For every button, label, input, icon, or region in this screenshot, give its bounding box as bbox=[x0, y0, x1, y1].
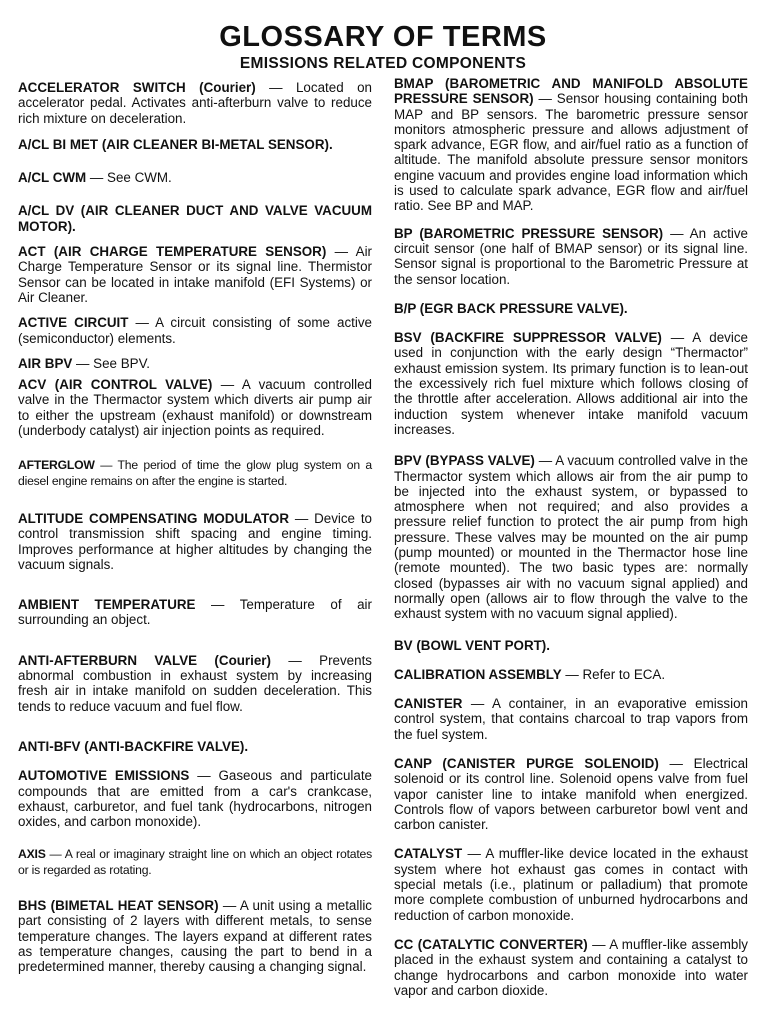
glossary-definition: — A container, in an evaporative emission control system, that contains charcoal to trap vapors from the fuel system. bbox=[394, 696, 748, 742]
glossary-term: CC (CATALYTIC CONVERTER) bbox=[394, 936, 588, 952]
glossary-columns bbox=[18, 76, 749, 998]
glossary-definition: — A unit using a metallic part consisting of 2 layers with different metals, to sense temperature changes. The layers expand at different rates as temperature changes, causing the part to bend in a predetermined manner, thereby causing a changing signal. bbox=[18, 897, 372, 975]
glossary-term: ANTI-BFV (ANTI-BACKFIRE VALVE). bbox=[18, 738, 249, 754]
glossary-term: AFTERGLOW bbox=[18, 458, 95, 473]
glossary-entry bbox=[18, 137, 372, 152]
glossary-definition: — Refer to ECA. bbox=[561, 666, 666, 682]
glossary-term: BMAP (BAROMETRIC AND MANIFOLD ABSOLUTE PRESSURE SENSOR) bbox=[394, 76, 748, 107]
glossary-definition: — A real or imaginary straight line on which an object rotates or is regarded as rotating. bbox=[18, 847, 372, 877]
glossary-entry bbox=[18, 597, 372, 628]
glossary-entry bbox=[394, 301, 748, 316]
glossary-definition: — A circuit consisting of some active (semiconductor) elements. bbox=[18, 315, 372, 346]
right-column bbox=[394, 76, 748, 998]
glossary-definition: — Prevents abnormal combustion in exhaust system by increasing fresh air in intake manifold on sudden deceleration. This tends to reduce vacuum and fuel flow. bbox=[18, 652, 372, 714]
glossary-term: ACTIVE CIRCUIT bbox=[18, 315, 129, 331]
glossary-definition: — Device to control transmission shift spacing and engine timing. Improves performance at higher altitudes by changing the vacuum signals. bbox=[18, 510, 372, 572]
glossary-definition: — Located on accelerator pedal. Activates anti-afterburn valve to reduce rich mixture on deceleration. bbox=[18, 80, 372, 126]
glossary-entry bbox=[18, 356, 372, 371]
left-column bbox=[18, 80, 372, 998]
glossary-term: ALTITUDE COMPENSATING MODULATOR bbox=[18, 510, 290, 526]
glossary-entry bbox=[18, 768, 372, 829]
glossary-definition: — See CWM. bbox=[86, 170, 172, 186]
glossary-entry bbox=[18, 377, 372, 438]
glossary-definition: — Gaseous and particulate compounds that are emitted from a car's crankcase, exhaust, carburetor, and fuel tank (hydrocarbons, nitrogen oxides, and carbon monoxide). bbox=[18, 768, 372, 830]
glossary-definition: — Temperature of air surrounding an object. bbox=[18, 597, 372, 628]
glossary-definition: — A muffler-like device located in the exhaust system where hot exhaust gas comes in contact with special metals (i.e., platinum or palladium) that promote more complete combustion of unburned hydrocarbons and reduction of carbon monoxide. bbox=[394, 846, 748, 923]
glossary-entry bbox=[394, 226, 748, 287]
glossary-entry bbox=[18, 739, 372, 754]
glossary-term: BV (BOWL VENT PORT). bbox=[394, 637, 550, 653]
glossary-definition: — A vacuum controlled valve in the Thermactor system which allows air from the air pump to be injected into the exhaust system, or bypassed to atmosphere when not required; and also provides a pressure relief function to protect the air pump from high pressure. These valves may be mounted on the air pump (pump mounted) or mounted in the Thermactor hose line (remote mounted). The two basic types are: normally closed (bypasses air with no vacuum signal applied) and normally open (allows air to flow through the valve to the exhaust system with no vacuum signal applied). bbox=[394, 453, 748, 622]
glossary-term: AIR BPV bbox=[18, 355, 73, 371]
glossary-entry bbox=[394, 756, 748, 832]
glossary-entry bbox=[18, 653, 372, 714]
glossary-term: BSV (BACKFIRE SUPPRESSOR VALVE) bbox=[394, 330, 662, 346]
glossary-term: A/CL BI MET (AIR CLEANER BI-METAL SENSOR). bbox=[18, 136, 333, 152]
glossary-definition: — Air Charge Temperature Sensor or its signal line. Thermistor Sensor can be located in intake manifold (EFI Systems) or Air Cleaner. bbox=[18, 244, 372, 305]
glossary-term: BPV (BYPASS VALVE) bbox=[394, 453, 535, 469]
glossary-definition: — A vacuum controlled valve in the Thermactor system which diverts air pump air to either the upstream (exhaust manifold) or downstream (underbody catalyst) air injection points as required. bbox=[18, 377, 372, 439]
glossary-definition: — The period of time the glow plug system on a diesel engine remains on after the engine is started. bbox=[18, 458, 372, 488]
glossary-term: CANISTER bbox=[394, 696, 463, 712]
glossary-term: CATALYST bbox=[394, 846, 463, 862]
glossary-entry bbox=[394, 696, 748, 742]
glossary-entry bbox=[18, 458, 372, 489]
glossary-entry bbox=[18, 244, 372, 305]
glossary-term: CANP (CANISTER PURGE SOLENOID) bbox=[394, 755, 659, 771]
glossary-definition: — A muffler-like assembly placed in the exhaust system and containing a catalyst to change hydrocarbons and carbon monoxide into water vapor and carbon dioxide. bbox=[394, 936, 748, 998]
glossary-entry bbox=[18, 80, 372, 126]
glossary-entry bbox=[394, 937, 748, 998]
glossary-term: ACCELERATOR SWITCH (Courier) bbox=[18, 80, 256, 95]
glossary-entry bbox=[18, 170, 372, 185]
glossary-term: AXIS bbox=[18, 847, 46, 862]
glossary-term: ANTI-AFTERBURN VALVE (Courier) bbox=[18, 652, 271, 668]
glossary-entry bbox=[18, 203, 372, 234]
page-title: GLOSSARY OF TERMS bbox=[219, 21, 547, 53]
glossary-term: ACT (AIR CHARGE TEMPERATURE SENSOR) bbox=[18, 244, 327, 260]
glossary-entry bbox=[18, 511, 372, 572]
glossary-definition: — An active circuit sensor (one half of BMAP sensor) or its signal line. Sensor signal is proportional to the Barometric Pressure at the sensor location. bbox=[394, 225, 748, 287]
glossary-entry bbox=[18, 847, 372, 878]
glossary-term: BP (BAROMETRIC PRESSURE SENSOR) bbox=[394, 225, 664, 241]
glossary-term: B/P (EGR BACK PRESSURE VALVE). bbox=[394, 300, 628, 316]
glossary-definition: — See BPV. bbox=[72, 355, 150, 371]
glossary-term: ACV (AIR CONTROL VALVE) bbox=[18, 377, 213, 393]
glossary-definition: — Sensor housing containing both MAP and BP sensors. The barometric pressure sensor monitors atmospheric pressure and allows adjustment of spark advance, EGR flow, and air/fuel ratio as a function of altitude. The manifold absolute pressure sensor monitors engine vacuum and provides engine load information which is used to calculate spark advance, EGR flow and air/fuel ratio. See BP and MAP. bbox=[394, 91, 748, 214]
glossary-entry bbox=[18, 315, 372, 346]
glossary-term: BHS (BIMETAL HEAT SENSOR) bbox=[18, 897, 219, 913]
glossary-term: AUTOMOTIVE EMISSIONS bbox=[18, 768, 190, 784]
page-subtitle: EMISSIONS RELATED COMPONENTS bbox=[239, 55, 527, 72]
glossary-entry bbox=[394, 453, 748, 621]
glossary-definition: — A device used in conjunction with the early design “Thermactor” exhaust emission system. Its primary function is to lean-out the excessively rich fuel mixture which follows closing of the throttle after acceleration. Allows additional air into the induction system whenever intake manifold vacuum increases. bbox=[394, 330, 748, 437]
glossary-term: CALIBRATION ASSEMBLY bbox=[394, 666, 562, 682]
glossary-entry bbox=[394, 667, 748, 682]
glossary-term: A/CL CWM bbox=[18, 170, 87, 186]
glossary-entry bbox=[394, 76, 748, 214]
glossary-entry bbox=[394, 638, 748, 653]
glossary-entry bbox=[18, 898, 372, 974]
glossary-term: A/CL DV (AIR CLEANER DUCT AND VALVE VACUUM MOTOR). bbox=[18, 203, 372, 234]
glossary-entry bbox=[394, 330, 748, 437]
glossary-term: AMBIENT TEMPERATURE bbox=[18, 597, 196, 613]
glossary-entry bbox=[394, 846, 748, 922]
glossary-definition: — Electrical solenoid or its control line. Solenoid opens valve from fuel vapor canister line to intake manifold when energized. Controls flow of vapors between carburetor bowl vent and carbon canister. bbox=[394, 755, 749, 833]
